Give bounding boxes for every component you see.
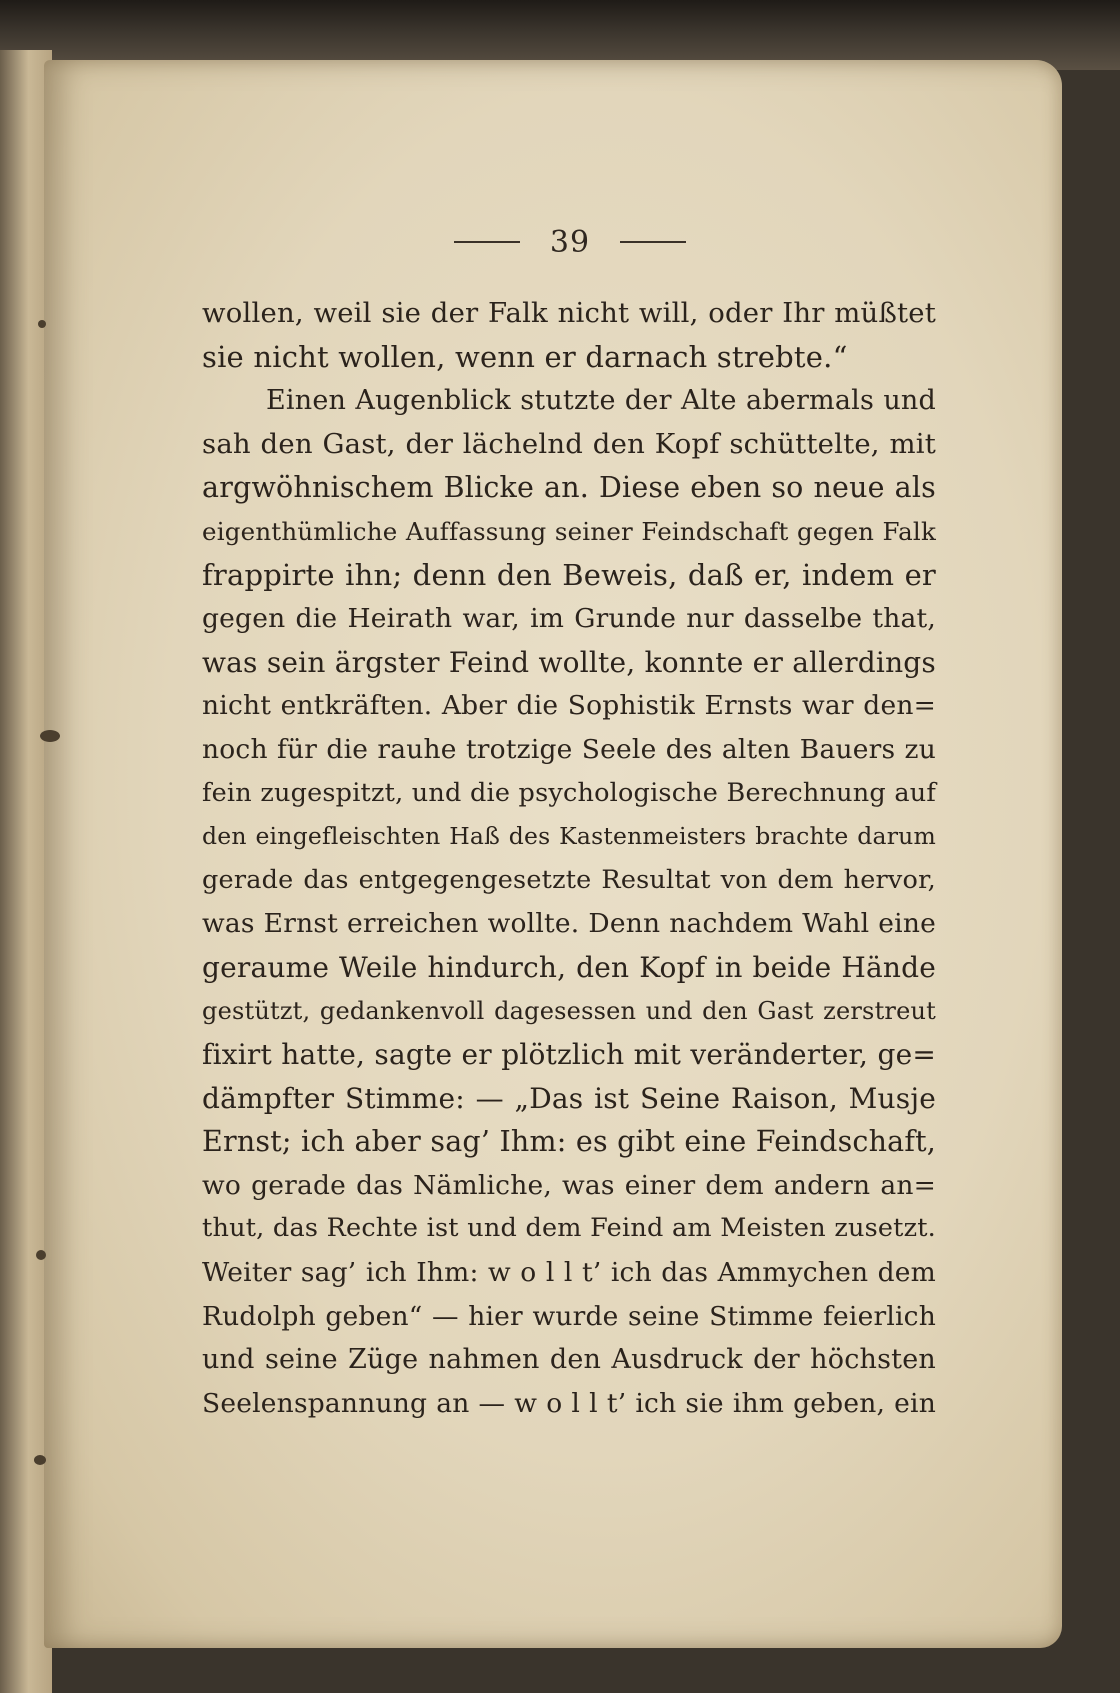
text-line: thut, das Rechte ist und dem Feind am Meisten zusetzt. [202,1213,936,1244]
body-text [202,292,936,1425]
text-line: und seine Züge nahmen den Ausdruck der höchsten [202,1344,936,1376]
text-line: sah den Gast, der lächelnd den Kopf schüttelte, mit [202,427,936,460]
text-line: Weiter sag’ ich Ihm: w o l l t’ ich das Ammychen dem [202,1257,936,1289]
text-line: geraume Weile hindurch, den Kopf in beide Hände [202,950,936,984]
text-line: den eingefleischten Haß des Kastenmeisters brachte darum [202,822,936,851]
text-line: Rudolph geben“ — hier wurde seine Stimme feierlich [202,1300,936,1332]
text-line: eigenthümliche Auffassung seiner Feindschaft gegen Falk [202,516,936,546]
header-rule-right [620,241,686,243]
text-line: Ernst; ich aber sag’ Ihm: es gibt eine Feindschaft, [202,1125,936,1159]
text-line: nicht entkräften. Aber die Sophistik Ernsts war den= [202,690,936,722]
text-line: wo gerade das Nämliche, was einer dem andern an= [202,1169,936,1201]
text-line: gegen die Heirath war, im Grunde nur dasselbe that, [202,603,936,635]
text-line: noch für die rauhe trotzige Seele des alten Bauers zu [202,733,936,765]
text-line: frappirte ihn; denn den Beweis, daß er, indem er [202,557,936,592]
text-line: gestützt, gedankenvoll dagesessen und den Gast zerstreut [202,996,936,1025]
text-line: sie nicht wollen, wenn er darnach strebte.“ [202,339,848,374]
page-number: 39 [549,224,591,260]
text-line: fein zugespitzt, und die psychologische Berechnung auf [202,777,936,808]
text-line: wollen, weil sie der Falk nicht will, oder Ihr müßtet [202,297,936,329]
text-line: fixirt hatte, sagte er plötzlich mit veränderter, ge= [202,1038,936,1072]
text-line: dämpfter Stimme: — „Das ist Seine Raison, Musje [202,1081,936,1115]
text-line: Einen Augenblick stutzte der Alte abermals und [266,385,936,417]
text-line: gerade das entgegengesetzte Resultat von dem hervor, [202,864,936,895]
page-header [440,222,700,262]
text-line: was sein ärgster Feind wollte, konnte er allerdings [202,645,936,679]
text-line: Seelenspannung an — w o l l t’ ich sie ihm geben, ein [202,1387,936,1419]
header-rule-left [454,241,520,243]
text-line: was Ernst erreichen wollte. Denn nachdem Wahl eine [202,908,936,940]
text-line: argwöhnischem Blicke an. Diese eben so neue als [202,471,936,505]
